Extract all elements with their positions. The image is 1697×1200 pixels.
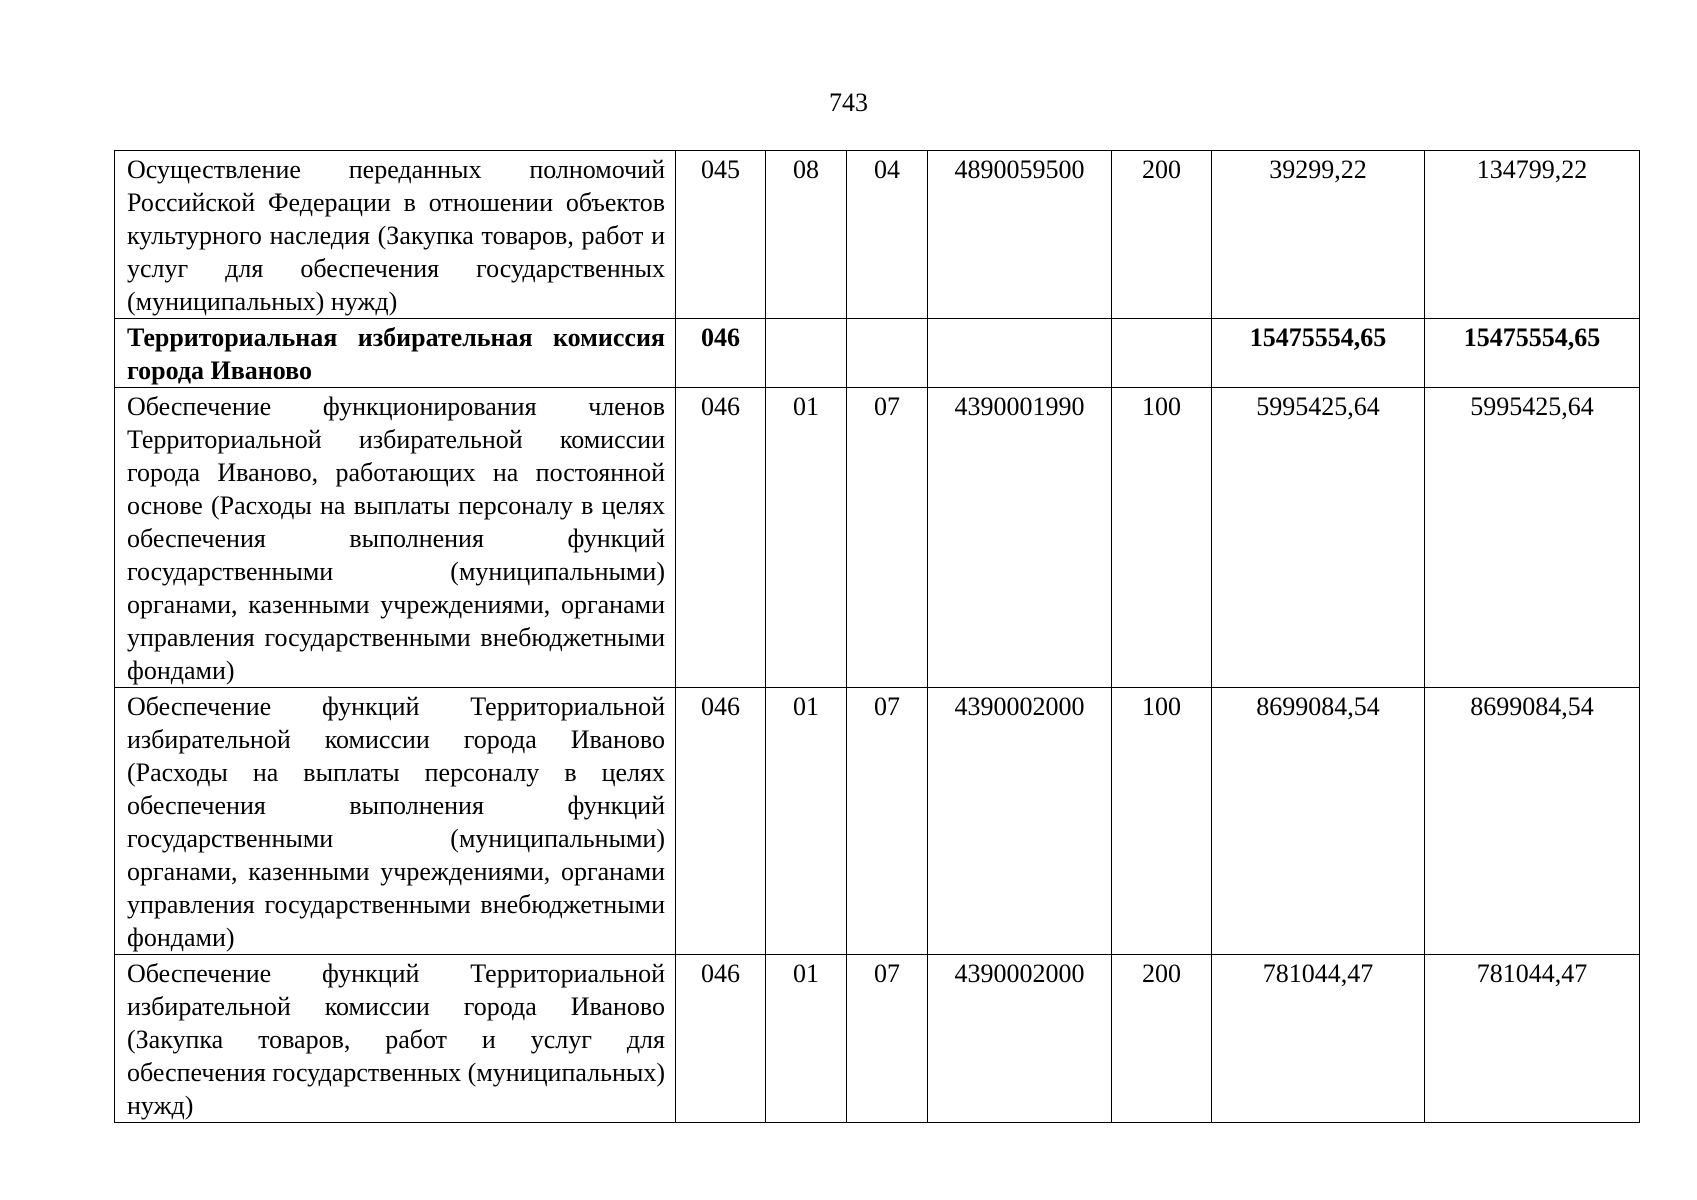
row-description: Территориальная избирательная комиссия города Иваново [115, 319, 676, 388]
subsection-code [847, 319, 928, 388]
expense-type-code: 100 [1112, 388, 1212, 688]
row-description: Обеспечение функций Территориальной избирательной комиссии города Иваново (Расходы на выплаты персоналу в целях обеспечения выполнения функций государственными (муниципальными) органами, казенными учреждениями, органами управления государственными внебюджетными фондами) [115, 688, 676, 955]
amount-1: 39299,22 [1212, 151, 1425, 319]
expense-type-code: 200 [1112, 955, 1212, 1123]
amount-2: 781044,47 [1425, 955, 1640, 1123]
subsection-code: 07 [847, 688, 928, 955]
target-article-code: 4390002000 [928, 955, 1112, 1123]
expense-type-code: 100 [1112, 688, 1212, 955]
table-row [115, 319, 1640, 388]
section-code: 01 [766, 388, 847, 688]
section-code: 01 [766, 955, 847, 1123]
target-article-code: 4390001990 [928, 388, 1112, 688]
table-row [115, 151, 1640, 319]
row-description: Обеспечение функций Территориальной избирательной комиссии города Иваново (Закупка товаров, работ и услуг для обеспечения государственных (муниципальных) нужд) [115, 955, 676, 1123]
subsection-code: 07 [847, 955, 928, 1123]
target-article-code [928, 319, 1112, 388]
amount-1: 5995425,64 [1212, 388, 1425, 688]
table-row [115, 955, 1640, 1123]
row-description: Обеспечение функционирования членов Территориальной избирательной комиссии города Иваново, работающих на постоянной основе (Расходы на выплаты персоналу в целях обеспечения выполнения функций государственными (муниципальными) органами, казенными учреждениями, органами управления государственными внебюджетными фондами) [115, 388, 676, 688]
ministry-code: 046 [676, 955, 766, 1123]
amount-1: 8699084,54 [1212, 688, 1425, 955]
expense-type-code [1112, 319, 1212, 388]
target-article-code: 4890059500 [928, 151, 1112, 319]
amount-2: 8699084,54 [1425, 688, 1640, 955]
expense-type-code: 200 [1112, 151, 1212, 319]
target-article-code: 4390002000 [928, 688, 1112, 955]
section-code: 08 [766, 151, 847, 319]
page-number: 743 [829, 88, 868, 117]
ministry-code: 046 [676, 688, 766, 955]
table-row [115, 388, 1640, 688]
amount-2: 5995425,64 [1425, 388, 1640, 688]
subsection-code: 07 [847, 388, 928, 688]
amount-1: 781044,47 [1212, 955, 1425, 1123]
amount-1: 15475554,65 [1212, 319, 1425, 388]
amount-2: 15475554,65 [1425, 319, 1640, 388]
section-code [766, 319, 847, 388]
subsection-code: 04 [847, 151, 928, 319]
ministry-code: 045 [676, 151, 766, 319]
budget-table [114, 150, 1640, 1123]
ministry-code: 046 [676, 319, 766, 388]
ministry-code: 046 [676, 388, 766, 688]
amount-2: 134799,22 [1425, 151, 1640, 319]
section-code: 01 [766, 688, 847, 955]
table-row [115, 688, 1640, 955]
row-description: Осуществление переданных полномочий Российской Федерации в отношении объектов культурного наследия (Закупка товаров, работ и услуг для обеспечения государственных (муниципальных) нужд) [115, 151, 676, 319]
